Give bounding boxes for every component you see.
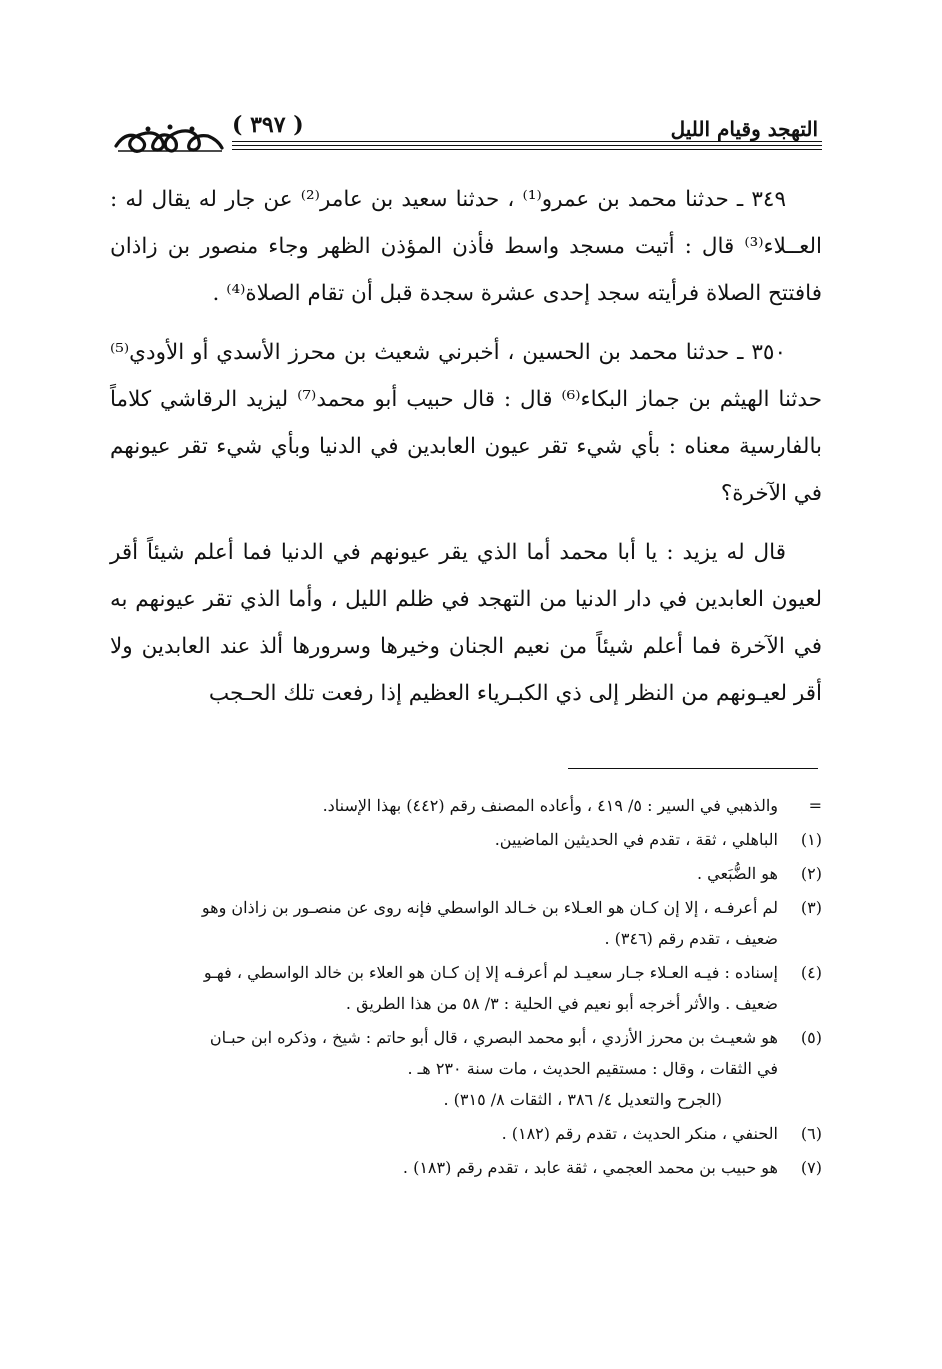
header-rule: [232, 149, 822, 150]
footnote-mark: (٤): [800, 963, 822, 982]
footnote-1: [118, 824, 822, 855]
footnote-line: هو الضُّبَعي .: [696, 864, 778, 883]
ornament-icon: [112, 120, 228, 156]
footnote-4: [118, 957, 822, 1019]
paragraph-350: ٣٥٠ ـ حدثنا محمد بن الحسين ، أخبرني شعيث بن محرز الأسدي أو الأودي⁽⁵⁾ حدثنا الهيثم بن جماز البكاء⁽⁶⁾ قال : قال حبيب أبو محمد⁽⁷⁾ ليزيد الرقاشي كلاماً بالفارسية معناه : بأي شيء تقر عيون العابدين في الدنيا وبأي شيء تقر عيونهم في الآخرة؟: [110, 340, 822, 506]
footnote-6: [118, 1118, 822, 1149]
footnote-line: ضعيف ، تقدم رقم (٣٤٦) .: [604, 929, 778, 948]
footnote-line: في الثقات ، وقال : مستقيم الحديث ، مات سنة ٢٣٠ هـ .: [407, 1059, 778, 1078]
footnote-mark: (٣): [800, 898, 822, 917]
footnote-mark: (٢): [800, 864, 822, 883]
page-number: ( ٣٩٧ ): [232, 112, 304, 138]
header-rule: [232, 141, 822, 142]
footnote-line: هو شعيـث بن محرز الأزدي ، أبو محمد البصري ، قال أبو حاتم : شيخ ، وذكره ابن حبـان: [209, 1028, 778, 1047]
running-title: التهجد وقيام الليل: [670, 117, 818, 141]
footnote-line: الباهلي ، ثقة ، تقدم في الحديثين الماضيين.: [494, 830, 778, 849]
footnote-mark: (١): [800, 830, 822, 849]
footnote-5: [118, 1022, 822, 1115]
footnote-line: هو حبيب بن محمد العجمي ، ثقة عابد ، تقدم رقم (١٨٣) .: [402, 1158, 778, 1177]
footnote-line: إسناده : فيـه العـلاء جـار سعيـد لم أعرفـه إلا إن كـان هو العلاء بن خالد الواسطي ، فهـو: [203, 963, 778, 982]
footnote-mark: (٦): [800, 1124, 822, 1143]
header-rule: [232, 145, 822, 146]
paragraph-349: ٣٤٩ ـ حدثنا محمد بن عمرو⁽¹⁾ ، حدثنا سعيد بن عامر⁽²⁾ عن جار له يقال له : العــلاء⁽³⁾ قال : أتيت مسجد واسط فأذن المؤذن الظهر وجاء منصور بن زاذان فافتتح الصلاة فرأيته سجد إحدى عشرة سجدة قبل أن تقام الصلاة⁽⁴⁾ .: [110, 187, 822, 306]
footnote-mark: (٧): [800, 1158, 822, 1177]
footnote-line: والذهبي في السير : ٥/ ٤١٩ ، وأعاده المصنف رقم (٤٤٢) بهذا الإسناد.: [322, 796, 778, 815]
footnote-7: [118, 1152, 822, 1183]
footnote-line: لم أعرفـه ، إلا إن كـان هو العـلاء بن خـالد الواسطي فإنه روى عن منصـور بن زاذان وهو: [201, 898, 778, 917]
footnote-separator: [568, 768, 818, 769]
footnote-2: [118, 858, 822, 889]
footnote-mark: =: [808, 796, 822, 815]
footnote-3: [118, 892, 822, 954]
footnote-line: ضعيف . والأثر أخرجه أبو نعيم في الحلية : ٣/ ٥٨ من هذا الطريق .: [345, 994, 778, 1013]
footnotes: [118, 790, 822, 1186]
footnote-continued: [118, 790, 822, 821]
footnote-line: (الجرح والتعديل ٤/ ٣٨٦ ، الثقات ٨/ ٣١٥) .: [443, 1090, 722, 1109]
footnote-line: الحنفي ، منكر الحديث ، تقدم رقم (١٨٢) .: [501, 1124, 778, 1143]
paragraph-continuation: قال له يزيد : يا أبا محمد أما الذي يقر عيونهم في الدنيا فما أعلم شيئاً أقر لعيون العابدين في دار الدنيا من التهجد في ظلم الليل ، وأما الذي تقر عيونهم به في الآخرة فما أعلم شيئاً من نعيم الجنان وخيرها وسرورها ألذ عند العابدين ولا أقر لعيـونهم من النظر إلى ذي الكبـرياء العظيم إذا رفعت تلك الحـجب: [110, 540, 822, 706]
main-text: [110, 176, 822, 717]
footnote-mark: (٥): [800, 1028, 822, 1047]
